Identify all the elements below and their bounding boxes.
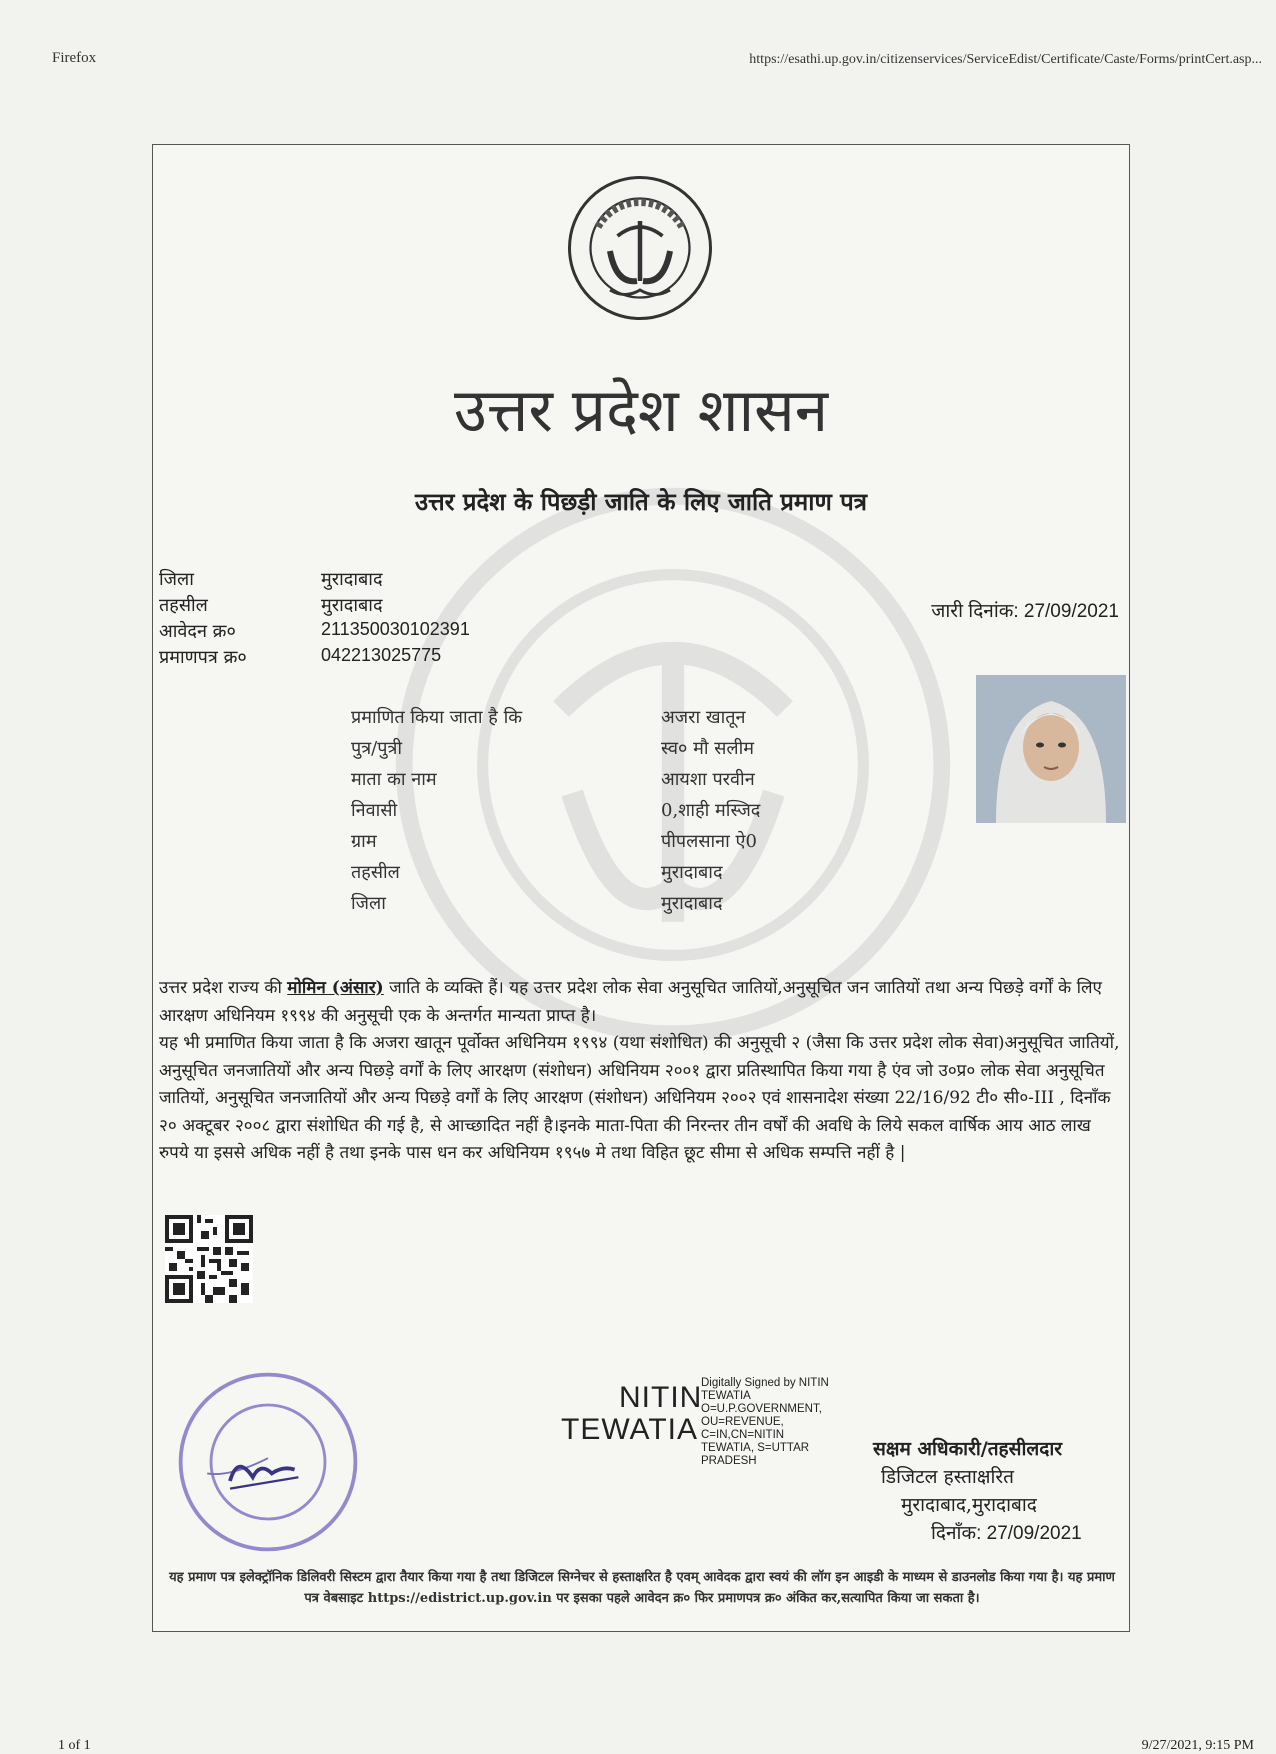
- emblem-watermark-icon: [393, 485, 953, 1045]
- meta-label-tehsil: तहसील: [159, 595, 208, 616]
- sig-line: OU=REVENUE,: [701, 1416, 784, 1428]
- body-text-1a: उत्तर प्रदेश राज्य की: [159, 978, 288, 998]
- signer-name-2: TEWATIA: [561, 1413, 698, 1446]
- person-label-5: तहसील: [351, 862, 400, 883]
- issue-date: जारी दिनांक: 27/09/2021: [931, 601, 1119, 622]
- person-value-village: पीपलसाना ऐ0: [661, 831, 757, 852]
- up-emblem-icon: [565, 173, 715, 323]
- person-value-parent: स्व० मौ सलीम: [661, 738, 755, 759]
- meta-label-certificate-no: प्रमाणपत्र क्र०: [159, 647, 247, 668]
- browser-name: Firefox: [52, 50, 97, 66]
- official-seal-stamp-icon: [173, 1367, 363, 1557]
- meta-label-application-no: आवेदन क्र०: [159, 621, 236, 642]
- officer-title: सक्षम अधिकारी/तहसीलदार: [873, 1438, 1063, 1460]
- person-label-1: पुत्र/पुत्री: [351, 738, 403, 759]
- person-label-6: जिला: [351, 893, 386, 914]
- page-number: 1 of 1: [58, 1738, 91, 1753]
- meta-label-district: जिला: [159, 569, 194, 590]
- meta-value-application-no: 211350030102391: [321, 619, 470, 639]
- page-url: https://esathi.up.gov.in/citizenservices/ServiceEdist/Certificate/Caste/Forms/printCert.asp...: [749, 52, 1262, 67]
- person-value-name: अजरा खातून: [661, 707, 746, 728]
- person-label-3: निवासी: [351, 800, 398, 821]
- body-text-2: यह भी प्रमाणित किया जाता है कि अजरा खातून पूर्वोक्त अधिनियम १९९४ (यथा संशोधित) की अनुसूची २ (जैसा कि उत्तर प्रदेश लोक सेवा)अनुसूचित जातियों, अनुसूचित जनजातियों और अन्य पिछड़े वर्गों के लिए आरक्षण (संशोधन) अधिनियम २००१ द्वारा प्रतिस्थापित किया गया है एंव जो उ०प्र० लोक सेवा अनुसूचित जातियों, अनुसूचित जनजातियों और अन्य पिछड़े वर्गों के लिए आरक्षण (संशोधन) अधिनियम २००२ एवं शासनादेश संख्या 22/16/92 टी० सी०-III , दिनाँक २० अक्टूबर २००८ द्वारा संशोधित की गई है, से आच्छादित नहीं है।इनके माता-पिता की निरन्तर तीन वर्षों की अवधि के लिये सकल वार्षिक आय आठ लाख रुपये या इससे अधिक नहीं है तथा इनके पास धन कर अधिनियम १९५७ मे तथा विहित छूट सीमा से अधिक सम्पत्ति नहीं है |: [159, 1033, 1120, 1163]
- person-label-2: माता का नाम: [351, 769, 437, 790]
- footer-note: यह प्रमाण पत्र इलेक्ट्रॉनिक डिलिवरी सिस्टम द्वारा तैयार किया गया है तथा डिजिटल सिग्नेचर से हस्ताक्षरित है एवम् आवेदक द्वारा स्वयं की लॉग इन आइडी के माध्यम से डाउनलोड किया गया है। यह प्रमाण पत्र वेबसाइट https://edistrict.up.gov.in पर इसका पहले आवेदन क्र० फिर प्रमाणपत्र क्र० अंकित कर,सत्यापित किया जा सकता है।: [169, 1570, 1115, 1606]
- meta-value-certificate-no: 042213025775: [321, 645, 442, 665]
- person-label-0: प्रमाणित किया जाता है कि: [351, 707, 523, 728]
- officer-signed: डिजिटल हस्ताक्षरित: [881, 1466, 1014, 1488]
- officer-place: मुरादाबाद,मुरादाबाद: [901, 1494, 1037, 1516]
- meta-value-district: मुरादाबाद: [321, 569, 383, 590]
- person-value-residence: 0,शाही मस्जिद: [661, 800, 761, 821]
- sig-line: C=IN,CN=NITIN: [701, 1429, 785, 1441]
- meta-value-tehsil: मुरादाबाद: [321, 595, 383, 616]
- page-title: उत्तर प्रदेश शासन: [453, 376, 829, 446]
- person-value-mother: आयशा परवीन: [661, 769, 755, 790]
- qr-code: [165, 1215, 253, 1303]
- certificate-body: [159, 975, 1121, 1168]
- person-value-tehsil: मुरादाबाद: [661, 862, 723, 883]
- body-text-1b: जाति के व्यक्ति हैं। यह उत्तर प्रदेश लोक सेवा अनुसूचित जातियों,अनुसूचित जन जातियों तथा अन्य पिछड़े वर्गों के लिए आरक्षण अधिनियम १९९४ की अनुसूची एक के अन्तर्गत मान्यता प्राप्त है।: [159, 978, 1102, 1026]
- sig-line: TEWATIA: [701, 1390, 751, 1402]
- sig-line: Digitally Signed by NITIN: [701, 1377, 829, 1389]
- sig-line: PRADESH: [701, 1455, 757, 1467]
- caste-name: मोमिन (अंसार): [287, 978, 384, 998]
- person-value-district: मुरादाबाद: [661, 893, 723, 914]
- certificate: [152, 144, 1130, 1632]
- sig-line: O=U.P.GOVERNMENT,: [701, 1403, 822, 1415]
- applicant-photo: [976, 675, 1126, 823]
- certificate-subtitle: उत्तर प्रदेश के पिछड़ी जाति के लिए जाति प्रमाण पत्र: [414, 487, 868, 516]
- signature-details: [701, 1377, 829, 1468]
- signer-name-1: NITIN: [619, 1381, 703, 1414]
- person-label-4: ग्राम: [351, 831, 377, 852]
- print-timestamp: 9/27/2021, 9:15 PM: [1141, 1738, 1254, 1753]
- sig-line: TEWATIA, S=UTTAR: [701, 1442, 810, 1454]
- officer-date: दिनाँक: 27/09/2021: [931, 1523, 1082, 1544]
